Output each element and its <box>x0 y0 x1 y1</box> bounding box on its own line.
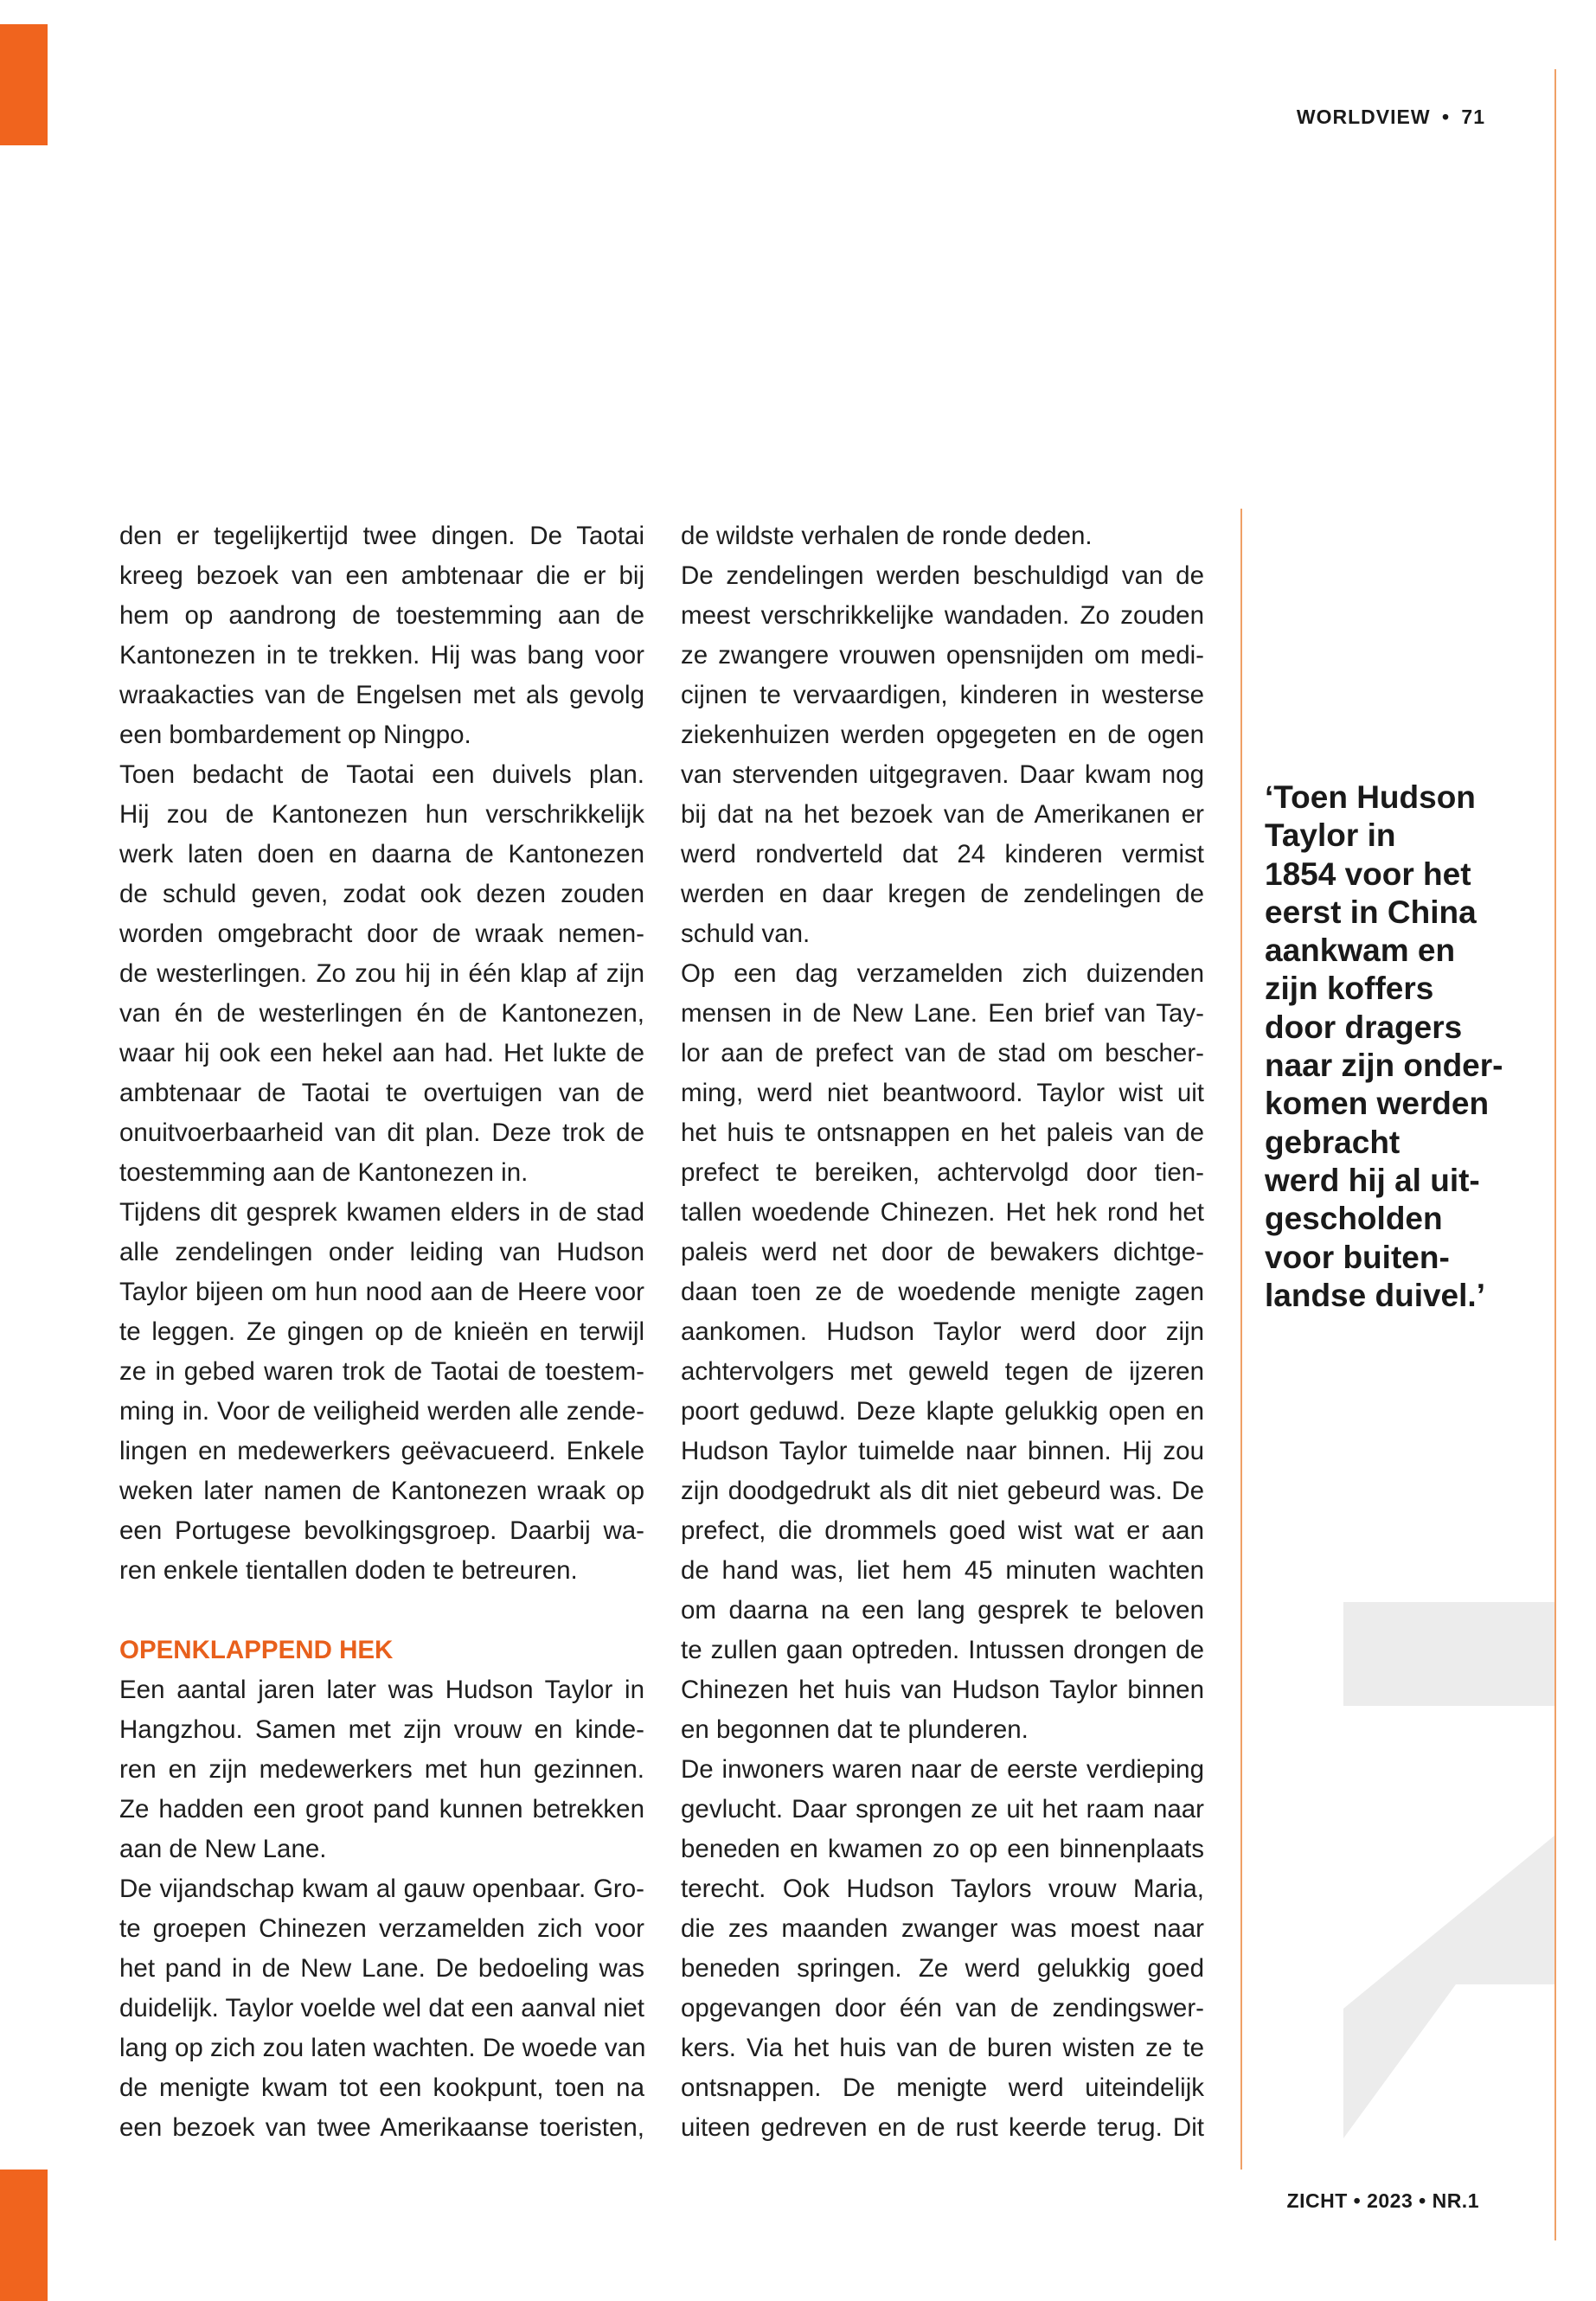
pull-quote-line: aankwam en <box>1265 933 1456 969</box>
text-line: waar hij ook een hekel aan had. Het lukte de <box>119 1039 644 1067</box>
text-line: toestemming aan de Kantonezen in. <box>119 1158 529 1187</box>
text-line: prefect, die drommels goed wist wat er aan <box>681 1516 1204 1545</box>
text-line: Hij zou de Kantonezen hun verschrikkelijk <box>119 800 644 829</box>
text-line: prefect te bereiken, achtervolgd door tien- <box>681 1158 1204 1187</box>
text-line: cijnen te vervaardigen, kinderen in westerse <box>681 681 1204 709</box>
text-line: en begonnen dat te plunderen. <box>681 1715 1029 1744</box>
text-line: poort geduwd. Deze klapte gelukkig open en <box>681 1397 1204 1426</box>
text-line: terecht. Ook Hudson Taylors vrouw Maria, <box>681 1875 1204 1903</box>
text-line: te leggen. Ze gingen op de knieën en terwijl <box>119 1317 644 1346</box>
text-line: kers. Via het huis van de buren wisten ze te <box>681 2034 1204 2062</box>
pull-quote-line: gescholden <box>1265 1201 1443 1237</box>
text-line: opgevangen door één van de zendingswer- <box>681 1994 1204 2022</box>
text-line: paleis werd net door de bewakers dichtge- <box>681 1238 1204 1266</box>
watermark-bar <box>1343 1602 1554 1706</box>
running-header <box>1297 106 1485 129</box>
text-line: ze in gebed waren trok de Taotai de toestem- <box>119 1357 644 1386</box>
pull-quote-line: landse duivel.’ <box>1265 1277 1485 1313</box>
paragraph-gap <box>119 1591 644 1631</box>
text-line: die zes maanden zwanger was moest naar <box>681 1914 1204 1943</box>
text-line: van én de westerlingen én de Kantonezen, <box>119 999 644 1028</box>
text-line: een bezoek van twee Amerikaanse toeristen, <box>119 2113 644 2142</box>
pull-quote-line: eerst in China <box>1265 894 1477 930</box>
text-line: beneden en kwamen zo op een binnenplaats <box>681 1835 1204 1863</box>
section-name: WORLDVIEW <box>1296 106 1431 128</box>
text-line: hem op aandrong de toestemming aan de <box>119 601 644 630</box>
text-line: Toen bedacht de Taotai een duivels plan. <box>119 760 644 789</box>
text-line: bij dat na het bezoek van de Amerikanen er <box>681 800 1204 829</box>
text-line: lingen en medewerkers geëvacueerd. Enkele <box>119 1437 644 1465</box>
article-column-left <box>119 516 644 2148</box>
pull-quote-line: door dragers <box>1265 1009 1463 1045</box>
text-line: ren enkele tientallen doden te betreuren. <box>119 1556 578 1585</box>
text-line: ontsnappen. De menigte werd uiteindelijk <box>681 2073 1204 2102</box>
text-line: achtervolgers met geweld tegen de ijzeren <box>681 1357 1204 1386</box>
orange-edge-tab-bottom <box>0 2170 48 2301</box>
pull-quote-line: Taylor in <box>1265 817 1396 854</box>
text-line: De vijandschap kwam al gauw openbaar. Gro- <box>119 1875 644 1903</box>
text-line: aan de New Lane. <box>119 1835 327 1863</box>
text-line: De zendelingen werden beschuldigd van de <box>681 561 1204 590</box>
text-line: de hand was, liet hem 45 minuten wachten <box>681 1556 1204 1585</box>
text-line: werd rondverteld dat 24 kinderen vermist <box>681 840 1204 868</box>
text-line: van stervenden uitgegraven. Daar kwam nog <box>681 760 1204 789</box>
page-number: 71 <box>1461 106 1485 128</box>
text-line: Ze hadden een groot pand kunnen betrekken <box>119 1795 644 1823</box>
text-line: Tijdens dit gesprek kwamen elders in de stad <box>119 1198 644 1227</box>
text-line: Kantonezen in te trekken. Hij was bang voor <box>119 641 644 670</box>
text-line: de westerlingen. Zo zou hij in één klap af zijn <box>119 959 644 988</box>
running-footer: ZICHT • 2023 • NR.1 <box>1286 2189 1479 2212</box>
text-line: het huis te ontsnappen en het paleis van de <box>681 1118 1204 1147</box>
text-line: te groepen Chinezen verzamelden zich voor <box>119 1914 644 1943</box>
text-line: schuld van. <box>681 920 811 948</box>
text-line: gevlucht. Daar sprongen ze uit het raam naar <box>681 1795 1204 1823</box>
magazine-logo-watermark <box>1343 1602 1554 2138</box>
text-line: daan toen ze de woedende menigte zagen <box>681 1278 1204 1306</box>
text-line: ze zwangere vrouwen opensnijden om medi- <box>681 641 1204 670</box>
text-line: Hangzhou. Samen met zijn vrouw en kinde- <box>119 1715 644 1744</box>
text-line: ming in. Voor de veiligheid werden alle zende- <box>119 1397 644 1426</box>
text-line: weken later namen de Kantonezen wraak op <box>119 1477 644 1505</box>
page-margin-rule <box>1554 69 1556 2240</box>
section-heading: OPENKLAPPEND HEK <box>119 1636 394 1664</box>
text-line: een bombardement op Ningpo. <box>119 721 471 749</box>
text-line: werden en daar kregen de zendelingen de <box>681 880 1204 908</box>
pull-quote-rule <box>1240 509 1242 2170</box>
pull-quote <box>1265 779 1524 1315</box>
pull-quote-line: voor buiten- <box>1265 1239 1450 1275</box>
pull-quote-line: komen werden <box>1265 1086 1490 1122</box>
header-separator: • <box>1441 106 1451 128</box>
text-line: worden omgebracht door de wraak nemen- <box>119 920 644 948</box>
text-line: De inwoners waren naar de eerste verdieping <box>681 1755 1204 1784</box>
text-line: Een aantal jaren later was Hudson Taylor in <box>119 1676 644 1704</box>
text-line: den er tegelijkertijd twee dingen. De Taotai <box>119 522 644 550</box>
orange-edge-tab-top <box>0 24 48 145</box>
text-line: duidelijk. Taylor voelde wel dat een aanval niet <box>119 1994 644 2022</box>
pull-quote-line: 1854 voor het <box>1265 856 1471 892</box>
text-line: meest verschrikkelijke wandaden. Zo zouden <box>681 601 1204 630</box>
text-line: om daarna na een lang gesprek te beloven <box>681 1596 1204 1625</box>
pull-quote-line: naar zijn onder- <box>1265 1048 1503 1084</box>
text-line: mensen in de New Lane. Een brief van Tay- <box>681 999 1204 1028</box>
text-line: de schuld geven, zodat ook dezen zouden <box>119 880 644 908</box>
pull-quote-line: zijn koffers <box>1265 971 1434 1007</box>
text-line: Op een dag verzamelden zich duizenden <box>681 959 1204 988</box>
text-line: te zullen gaan optreden. Intussen drongen de <box>681 1636 1204 1664</box>
text-line: een Portugese bevolkingsgroep. Daarbij wa- <box>119 1516 644 1545</box>
text-line: Chinezen het huis van Hudson Taylor binnen <box>681 1676 1204 1704</box>
pull-quote-line: ‘Toen Hudson <box>1265 779 1476 815</box>
text-line: de menigte kwam tot een kookpunt, toen na <box>119 2073 644 2102</box>
text-line: ziekenhuizen werden opgegeten en de ogen <box>681 721 1204 749</box>
text-line: wraakacties van de Engelsen met als gevolg <box>119 681 644 709</box>
pull-quote-line: gebracht <box>1265 1124 1401 1160</box>
text-line: beneden springen. Ze werd gelukkig goed <box>681 1954 1204 1983</box>
text-line: lang op zich zou laten wachten. De woede van <box>119 2034 646 2062</box>
text-line: uiteen gedreven en de rust keerde terug. Dit <box>681 2113 1204 2142</box>
text-line: het pand in de New Lane. De bedoeling was <box>119 1954 644 1983</box>
text-line: kreeg bezoek van een ambtenaar die er bij <box>119 561 644 590</box>
text-line: ming, werd niet beantwoord. Taylor wist uit <box>681 1079 1204 1107</box>
text-line: Taylor bijeen om hun nood aan de Heere voor <box>119 1278 644 1306</box>
text-line: tallen woedende Chinezen. Het hek rond het <box>681 1198 1204 1227</box>
text-line: Hudson Taylor tuimelde naar binnen. Hij zou <box>681 1437 1204 1465</box>
text-line: aankomen. Hudson Taylor werd door zijn <box>681 1317 1204 1346</box>
text-line: de wildste verhalen de ronde deden. <box>681 522 1093 550</box>
watermark-diagonal <box>1343 1836 1554 2138</box>
text-line: ambtenaar de Taotai te overtuigen van de <box>119 1079 644 1107</box>
text-line: werk laten doen en daarna de Kantonezen <box>119 840 644 868</box>
text-line: ren en zijn medewerkers met hun gezinnen. <box>119 1755 644 1784</box>
pull-quote-line: werd hij al uit- <box>1265 1162 1480 1198</box>
text-line: alle zendelingen onder leiding van Hudson <box>119 1238 644 1266</box>
text-line: lor aan de prefect van de stad om bescher- <box>681 1039 1204 1067</box>
article-column-middle <box>681 516 1204 2148</box>
text-line: onuitvoerbaarheid van dit plan. Deze trok de <box>119 1118 644 1147</box>
text-line: zijn doodgedrukt als dit niet gebeurd was. De <box>681 1477 1204 1505</box>
